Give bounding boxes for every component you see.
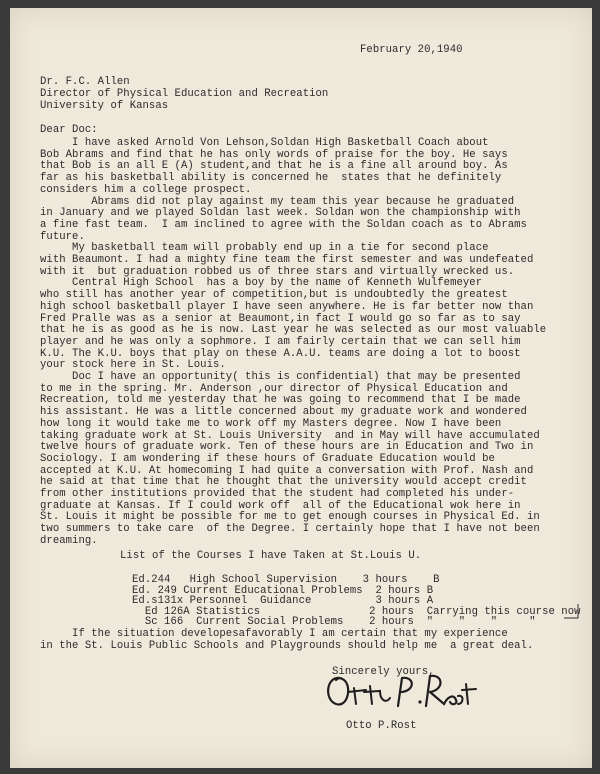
body-line: to me in the spring. Mr. Anderson ,our director of Physical Education and — [40, 382, 508, 395]
course-item: Ed 126A Statistics 2 hours Carrying this course now — [132, 605, 581, 618]
courses-heading: List of the Courses I have Taken at St.Louis U. — [120, 550, 422, 562]
course-item: Ed.s131x Personnel Guidance 3 hours A — [132, 595, 434, 608]
closing-line: If the situation developesafavorably I am certain that my experience — [40, 628, 508, 640]
handwritten-signature — [318, 666, 478, 714]
body-line: Sociology. I am wondering if these hours of Graduate Education would be — [40, 452, 495, 465]
body-line: his assistant. He was a little concerned about my graduate work and wondered — [40, 406, 527, 419]
body-line: two summers to take care of the Degree. I certainly hope that I have not been — [40, 523, 540, 536]
body-line: high school basketball player I have seen anywhere. He is far better now than — [40, 300, 534, 313]
letter-date: February 20,1940 — [360, 44, 463, 56]
body-line: My basketball team will probably end up in a tie for second place — [40, 242, 489, 255]
body-line: future. — [40, 230, 85, 243]
course-item: Ed.244 High School Supervision 3 hours B — [132, 574, 440, 586]
body-line: Doc I have an opportunity( this is confidential) that may be presented — [40, 371, 521, 383]
typed-signature: Otto P.Rost — [346, 720, 417, 732]
body-line: that Bob is an all E (A) student,and that he is a fine all around boy. As — [40, 160, 508, 173]
body-line: St. Louis it might be possible for me to get enough courses in Physical Ed. in — [40, 511, 540, 524]
course-item: Sc 166 Current Social Problems 2 hours " " " " — [132, 616, 536, 629]
body-line: a fine fast team. I am inclined to agree with the Soldan coach as to Abrams — [40, 218, 527, 231]
body-line: Bob Abrams and find that he has only words of praise for the boy. He says — [40, 148, 508, 161]
body-line: how long it would take me to work off my Masters degree. Now I have been — [40, 417, 502, 430]
salutation: Dear Doc: — [40, 124, 98, 136]
body-line: twelve hours of graduate work. Ten of these hours are in Education and Two in — [40, 441, 534, 454]
body-line: your stock here in St. Louis. — [40, 359, 226, 372]
body-line: with Beaumont. I had a mighty fine team the first semester and was undefeated — [40, 254, 534, 266]
body-line: considers him a college prospect. — [40, 183, 252, 196]
bracket-mark — [562, 602, 582, 622]
body-line: graduate at Kansas. If I could work off all of the Educational wok here in — [40, 499, 521, 512]
body-line: taking graduate work at St. Louis University and in May will have accumulated — [40, 429, 540, 442]
recipient-institution: University of Kansas — [40, 100, 169, 112]
body-line: Abrams did not play against my team this year because he graduated — [40, 195, 515, 208]
body-line: he said at that time that he thought that the university would accept credit — [40, 476, 527, 489]
body-line: that he is as good as he is now. Last year he was selected as our most valuable — [40, 324, 547, 337]
body-line: with it but graduation robbed us of three stars and virtually wrecked us. — [40, 265, 515, 278]
body-line: accepted at K.U. At homecoming I had quite a conversation with Prof. Nash and — [40, 464, 534, 477]
body-line: dreaming. — [40, 534, 98, 547]
body-line: from other institutions provided that the student had completed his under- — [40, 488, 515, 500]
body-line: player and he was only a sophmore. I am fairly certain that we can sell him — [40, 335, 521, 348]
body-line: in January and we played Soldan last week. Soldan won the championship with — [40, 207, 521, 220]
body-line: K.U. The K.U. boys that play on these A.A.U. teams are doing a lot to boost — [40, 347, 521, 360]
body-line: I have asked Arnold Von Lehson,Soldan High Basketball Coach about — [40, 137, 489, 149]
body-line: Recreation, told me yesterday that he was going to recommend that I be made — [40, 394, 521, 407]
recipient-name: Dr. F.C. Allen — [40, 76, 130, 88]
body-line: Central High School has a boy by the name of Kenneth Wulfemeyer — [40, 277, 483, 290]
recipient-title: Director of Physical Education and Recreation — [40, 88, 329, 100]
body-line: who still has another year of competition,but is undoubtedly the greatest — [40, 289, 508, 302]
body-line: far as his basketball ability is concerned he states that he definitely — [40, 172, 502, 185]
body-line: Fred Pralle was as a senior at Beaumont,in fact I would go so far as to say — [40, 312, 521, 325]
closing-line: in the St. Louis Public Schools and Playgrounds should help me a great deal. — [40, 640, 534, 652]
closing: Sincerely yours, — [332, 666, 435, 678]
course-item: Ed. 249 Current Educational Problems 2 hours B — [132, 584, 434, 597]
